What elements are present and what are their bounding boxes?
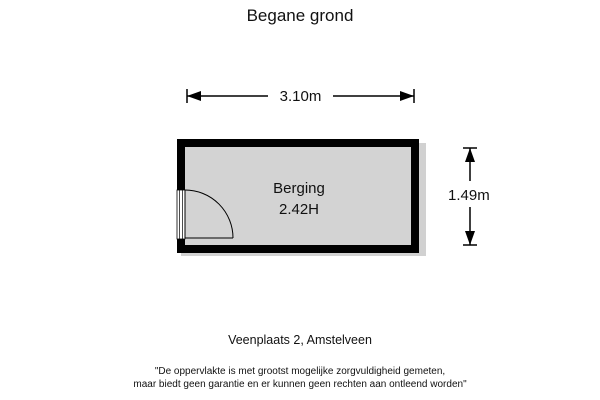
width-arrow-right: [400, 91, 414, 101]
disclaimer: [0, 365, 600, 391]
wall-right: [411, 139, 419, 253]
wall-top: [177, 139, 419, 147]
address: Veenplaats 2, Amstelveen: [228, 333, 372, 347]
depth-arrow-bottom: [465, 231, 475, 245]
depth-arrow-top: [465, 148, 475, 162]
door-frame: [177, 190, 185, 239]
depth-dimension: [448, 148, 490, 245]
width-arrow-left: [187, 91, 201, 101]
floor-title: Begane grond: [246, 6, 354, 25]
disclaimer-line-2: maar biedt geen garantie en er kunnen geen rechten aan ontleend worden": [133, 379, 467, 390]
room-name: Berging: [273, 180, 325, 197]
wall-bottom: [177, 245, 419, 253]
wall-left-lower: [177, 239, 185, 253]
wall-left-upper: [177, 139, 185, 190]
room-height: 2.42H: [278, 201, 320, 218]
width-label: 3.10m: [279, 88, 322, 105]
width-dimension: [187, 88, 414, 105]
depth-label: 1.49m: [448, 187, 490, 204]
disclaimer-line-1: "De oppervlakte is met grootst mogelijke zorgvuldigheid gemeten,: [154, 366, 446, 377]
